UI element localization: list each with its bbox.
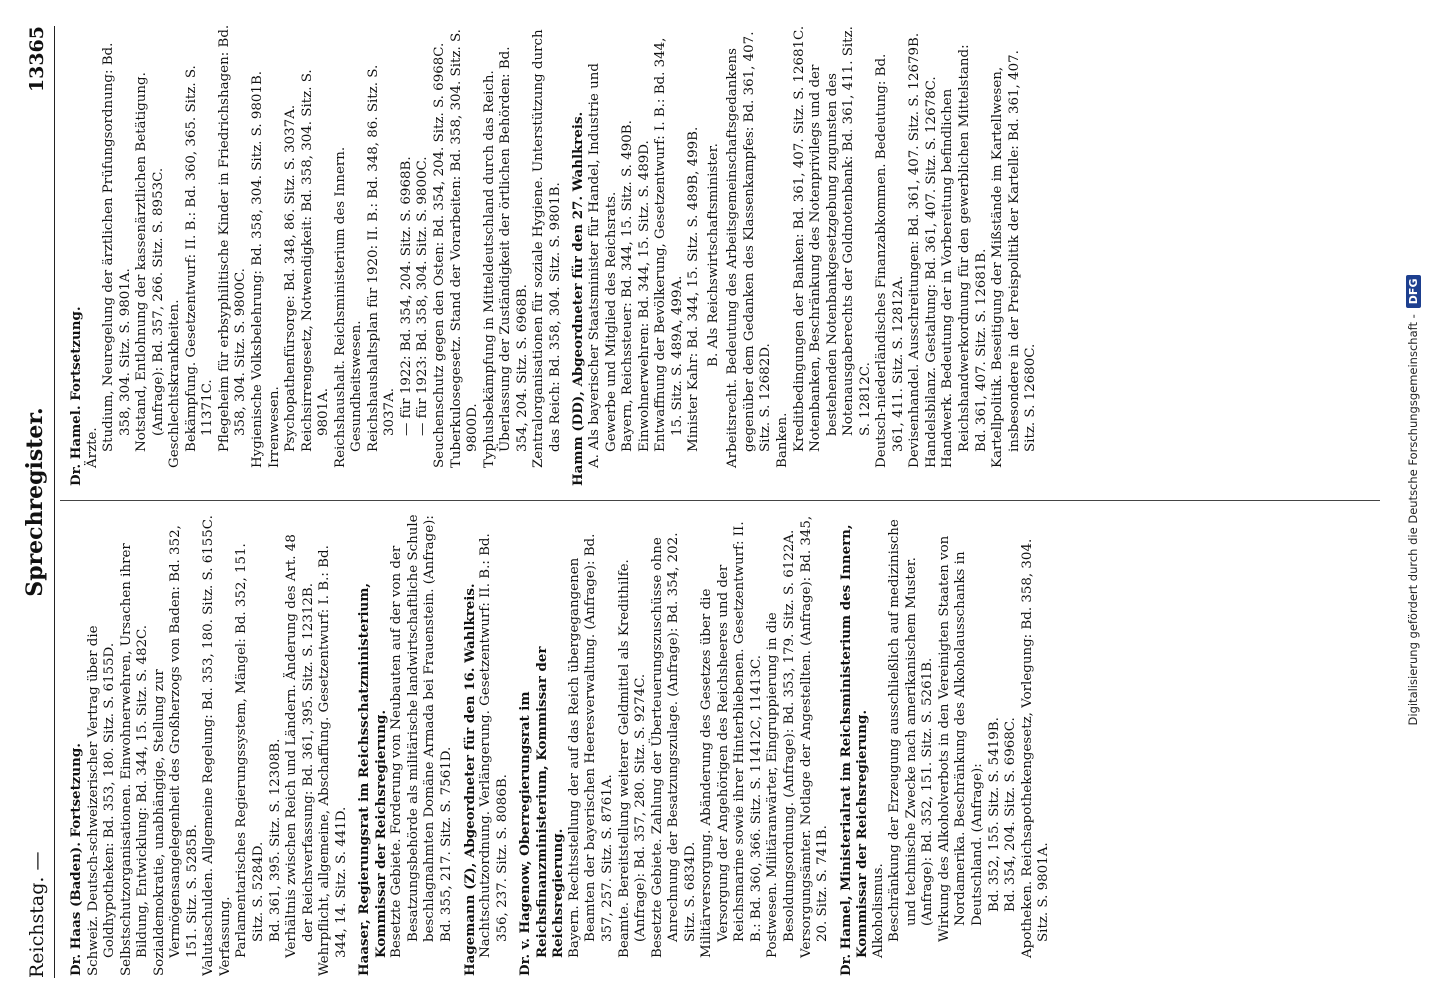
entry-besetzte-gebiete-haaser: Besetzte Gebiete. Forderung von Neubauten auf der von der Besatzungsbehörde als militärische landwirtschaftliche Schule beschlagnahmten Domäne Armada bei Frauenstein. (Anfrage): Bd. 355, 217. Sitz. S. 7561D. bbox=[389, 514, 455, 958]
digitization-footer bbox=[1396, 0, 1430, 1000]
entry-zentralorganisationen: Zentralorganisationen für soziale Hygiene. Unterstützung durch das Reich: Bd. 358, 304. Sitz. S. 9801B. bbox=[531, 29, 563, 468]
page-header bbox=[8, 26, 55, 978]
entry-hagenow: Dr. v. Hagenow, Oberregierungsrat im Reichsfinanzministerium, Kommissar der Reichsregierung. bbox=[517, 646, 567, 976]
entry-alkohol-beschraenkung: Beschränkung der Erzeugung ausschließlich auf medizinische und technische Zwecke nach amerikanischem Muster. (Anfrage): Bd. 352, 151. Sitz. S. 5261B. bbox=[887, 519, 936, 942]
entry-devisenhandel: Devisenhandel. Ausschreitungen: Bd. 361, 407. Sitz. S. 12679B. bbox=[907, 32, 923, 468]
entry-reichshaushalt: Reichshaushalt. Reichsministerium des Innern. Gesundheitswesen. bbox=[332, 146, 365, 468]
entry-hamm: Hamm (DD), Abgeordneter für den 27. Wahlkreis. bbox=[570, 111, 587, 486]
entry-alkoholverbot-ref1: Bd. 352, 155. Sitz. S. 5419B. bbox=[986, 717, 1002, 912]
entry-alkoholverbot-ref2: Bd. 354, 204. Sitz. S. 6968C. bbox=[1003, 717, 1019, 912]
entry-alkoholverbot: Wirkung des Alkoholverbots in den Vereinigten Staaten von Nordamerika. Beschränkung des Alkoholausschanks in Deutschland. (Anfrage): bbox=[936, 535, 985, 942]
header-left: Reichstag. — bbox=[26, 851, 48, 978]
entry-hamel-cont: Dr. Hamel. Fortsetzung. bbox=[68, 306, 84, 486]
entry-reich-laender: Verhältnis zwischen Reich und Ländern. Änderung des Art. 48 der Reichsverfassung: Bd. 361, 395. Sitz. S. 12312B. bbox=[284, 534, 316, 958]
entry-hagemann: Hagemann (Z), Abgeordneter für den 16. Wahlkreis. bbox=[461, 583, 478, 976]
entry-hygienische-volksbelehrung: Hygienische Volksbelehrung: Bd. 358, 304. Sitz. S. 9801B. bbox=[250, 70, 266, 468]
entry-kartellpolitik: Kartellpolitik. Beseitigung der Mißstände im Kartellwesen, insbesondere in der Preispolitik der Kartelle: Bd. 361, 407. Sitz. S. 12680C. bbox=[990, 50, 1039, 468]
entry-parlamentarisch-2: Bd. 361, 395. Sitz. S. 12308B. bbox=[267, 738, 283, 942]
entry-typhus: Typhusbekämpfung in Mitteldeutschland durch das Reich. Überlassung der Zuständigkeit der örtlichen Behörden: Bd. 354, 204. Sitz. S. 6968B. bbox=[481, 46, 530, 468]
entry-haas: Dr. Haas (Baden). Fortsetzung. bbox=[68, 743, 84, 976]
header-title: Sprechregister. bbox=[22, 407, 48, 597]
entry-haushaltsplan-1923: — für 1923: Bd. 358, 304. Sitz. S. 9800C. bbox=[415, 156, 431, 436]
entry-nachtschutz: Nachtschutzordnung. Verlängerung. Gesetzentwurf: II. B.: Bd. 356, 237. Sitz. S. 8086B. bbox=[478, 533, 510, 958]
entry-bekaempfung: Bekämpfung. Gesetzentwurf: II. B.: Bd. 360, 365. Sitz. S. 11371C. bbox=[183, 65, 216, 452]
entry-notstand: Notstand, Entlohnung der kassenärztlichen Betätigung. (Anfrage): Bd. 357, 266. Sitz. S. 8953C. bbox=[134, 72, 166, 452]
entry-handelsbilanz: Handelsbilanz. Gestaltung: Bd. 361, 407. Sitz. S. 12678C. bbox=[923, 76, 939, 468]
entry-handwerk: Handwerk. Bedeutung der in Vorbereitung befindlichen Reichshandwerkordnung für den gewerblichen Mittelstand: Bd. 361, 407. Sitz. S. 12681B. bbox=[940, 44, 989, 468]
entry-parlamentarisch: Parlamentarisches Regierungssystem, Mängel: Bd. 352, 151. Sitz. S. 5284D. bbox=[234, 543, 267, 958]
entry-postwesen: Postwesen. Militäranwärter, Eingruppierung in die Besoldungsordnung. (Anfrage): Bd. 353, 179. Sitz. S. 6122A. bbox=[765, 529, 797, 958]
entry-wehrpflicht: Wehrpflicht, allgemeine, Abschaffung. Gesetzentwurf: I. B.: Bd. 344, 14. Sitz. S. 441D. bbox=[317, 545, 349, 976]
entry-kreditbedingungen: Kreditbedingungen der Banken: Bd. 361, 407. Sitz. S. 12681C. bbox=[791, 25, 807, 452]
entry-notenbanken: Notenbanken, Beschränkung des Notenprivilegs und der bestehenden Notenbankgesetzgebung zugunsten des Notenausgaberechts der Goldnotenbank: Bd. 361, 411. Sitz. S. 12812C. bbox=[808, 26, 873, 452]
entry-studium: Studium, Neuregelung der ärztlichen Prüfungsordnung: Bd. 358, 304. Sitz. S. 9801A. bbox=[101, 42, 133, 452]
entry-pflegeheim: Pflegeheim für erbsyphilitische Kinder in Friedrichshagen: Bd. 358, 304. Sitz. S. 9800C. bbox=[216, 24, 249, 452]
entry-sozialdemokratie: Sozialdemokratie, unabhängige, Stellung zur Vermögensangelegenheit des Großherzogs von Baden: Bd. 352, 151. Sitz. S. 5285B. bbox=[151, 525, 200, 976]
entry-entwaffnung: Entwaffnung der Bevölkerung, Gesetzentwurf: I. B.: Bd. 344, 15. Sitz. S. 489A, 499A. bbox=[653, 37, 685, 452]
column-right bbox=[62, 24, 1382, 486]
entry-tuberkulose: Tuberkulosegesetz. Stand der Vorarbeiten: Bd. 358, 304. Sitz. S. 9800D. bbox=[448, 29, 481, 468]
entry-banken: Banken. bbox=[774, 412, 790, 468]
entry-psychopathen: Psychopathenfürsorge: Bd. 348, 86. Sitz. S. 3037A. bbox=[283, 104, 299, 452]
entry-bayern-beamte: Bayern. Rechtsstellung der auf das Reich übergegangenen Beamten der bayerischen Heeresverwaltung. (Anfrage): Bd. 357, 257. Sitz. S. 8761A. bbox=[566, 533, 615, 958]
entry-arbeitsrecht: Arbeitsrecht. Bedeutung des Arbeitsgemeinschaftsgedankens gegenüber dem Gedanken des Klassenkampfes: Bd. 361, 407. Sitz. S. 12682D. bbox=[725, 31, 774, 468]
entry-bayern-reichssteuer: Bayern, Reichssteuer: Bd. 344, 15. Sitz. S. 490B. bbox=[620, 120, 636, 452]
dfg-logo: DFG bbox=[1406, 275, 1421, 309]
entry-haushaltsplan-1922: — für 1922: Bd. 354, 204. Sitz. S. 6968B. bbox=[398, 156, 414, 436]
entry-geschlechtskrankheiten: Geschlechtskrankheiten. bbox=[167, 299, 183, 468]
entry-seuchenschutz: Seuchenschutz gegen den Osten: Bd. 354, 204. Sitz. S. 6968C. bbox=[432, 42, 448, 468]
column-left bbox=[62, 514, 1382, 976]
entry-selbstschutz: Selbstschutzorganisationen. Einwohnerwehren, Ursachen ihrer Bildung, Entwicklung: Bd. 344, 15. Sitz. S. 482C. bbox=[118, 543, 151, 976]
entry-besetzte-gebiete-hagenow: Besetzte Gebiete. Zahlung der Überteuerungszuschüsse ohne Anrechnung der Besatzungszulage. (Anfrage): Bd. 354, 202. Sitz. S. 6834D. bbox=[649, 532, 698, 958]
entry-irrenwesen: Irrenwesen. bbox=[266, 386, 282, 468]
entry-schweiz: Schweiz. Deutsch-schweizerischer Vertrag über die Goldhypotheken: Bd. 353, 180. Sitz. S. 6155D. bbox=[85, 625, 118, 976]
entry-versorgungsaemter: Versorgungsämter. Notlage der Angestellten. (Anfrage): Bd. 345, 20. Sitz. S. 741B. bbox=[798, 515, 831, 958]
entry-apotheken: Apotheken. Reichsapothekengesetz, Vorlegung: Bd. 358, 304. Sitz. S. 9801A. bbox=[1019, 538, 1052, 958]
entry-hamm-b: B. Als Reichswirtschaftsminister. bbox=[705, 143, 721, 367]
entry-hamm-a: A. Als bayerischer Staatsminister für Handel, Industrie und Gewerbe und Mitglied des Reichsrats. bbox=[586, 63, 619, 468]
entry-reichsirrengesetz: Reichsirrengesetz, Notwendigkeit: Bd. 358, 304. Sitz. S. 9801A. bbox=[299, 69, 332, 452]
entry-aerzte: Ärzte. bbox=[84, 427, 100, 468]
entry-hamel: Dr. Hamel, Ministerialrat im Reichsministerium des Innern, Kommissar der Reichsregierung. bbox=[837, 524, 871, 976]
footer-text: Digitalisierung gefördert durch die Deutsche Forschungsgemeinschaft - bbox=[1406, 314, 1420, 726]
entry-militaerversorgung: Militärversorgung. Abänderung des Gesetzes über die Versorgung der Angehörigen des Reichsheeres und der Reichsmarine sowie ihrer Hinterbliebenen. Gesetzentwurf: II. B.: Bd. 360, 366. Sitz. S. 11412C, 11413C. bbox=[699, 521, 764, 958]
entry-beamte-kredit: Beamte. Bereitstellung weiterer Geldmittel als Kredithilfe. (Anfrage): Bd. 357, 280. Sitz. S. 9274C. bbox=[616, 559, 649, 958]
entry-haaser: Haaser, Regierungsrat im Reichsschatzministerium, Kommissar der Reichsregierung. bbox=[356, 582, 389, 976]
entry-finanzabkommen: Deutsch-niederländisches Finanzabkommen. Bedeutung: Bd. 361, 411. Sitz. S. 12812A. bbox=[874, 53, 906, 468]
entry-minister-kahr: Minister Kahr: Bd. 344, 15. Sitz. S. 489B, 499B. bbox=[686, 126, 702, 452]
entry-valutaschulden: Valutaschulden. Allgemeine Regelung: Bd. 353, 180. Sitz. S. 6155C. bbox=[201, 515, 217, 976]
column-divider bbox=[60, 500, 1380, 501]
entry-alkoholismus: Alkoholismus. bbox=[870, 863, 886, 958]
entry-einwohnerwehren: Einwohnerwehren: Bd. 344, 15. Sitz. S. 489D. bbox=[636, 140, 652, 452]
page-number: 13365 bbox=[26, 26, 48, 93]
entry-verfassung: Verfassung. bbox=[217, 896, 233, 976]
entry-haushaltsplan-1920: Reichshaushaltsplan für 1920: II. B.: Bd. 348, 86. Sitz. S. 3037A. bbox=[365, 64, 398, 452]
